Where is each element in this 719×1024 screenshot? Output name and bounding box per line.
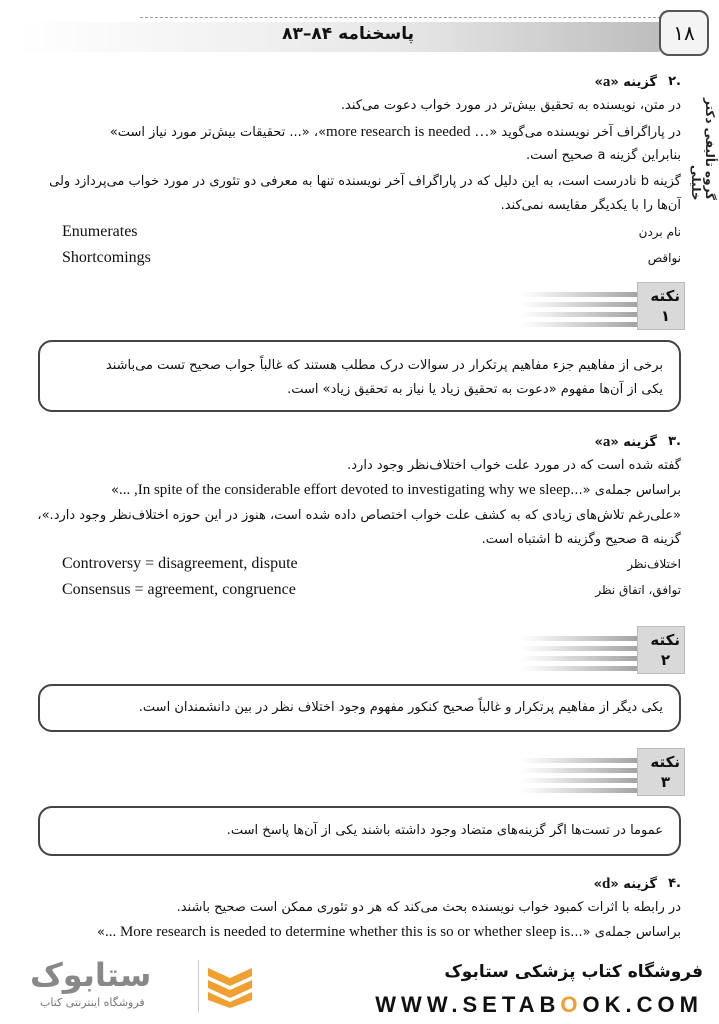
q3-head-prefix: گزینه « [610, 435, 657, 450]
url-part: OK.COM [582, 992, 703, 1017]
bar [519, 292, 649, 297]
bar [519, 656, 649, 661]
note-2-text-1: یکی دیگر از مفاهیم پرتکرار و غالباً صحیح کنکور مفهوم وجود اختلاف نظر در بین دانشمندان است. [138, 700, 663, 715]
note-3-bars [519, 758, 649, 798]
note-2-tab [505, 626, 685, 678]
setabook-logo-icon [204, 964, 256, 1008]
bar [519, 666, 649, 671]
note-label: نکته [650, 287, 680, 305]
q3-line-2-en: In spite of the considerable effort devoted to investigating why we sleep, ... [118, 482, 571, 498]
page-title: پاسخنامه ۸۴–۸۳ [282, 24, 414, 44]
bar [519, 788, 649, 793]
footer-banner [0, 948, 719, 1024]
q2-line-5: آن‌ها را با یکدیگر مقایسه نمی‌کند. [500, 198, 681, 213]
q2-number: .۲ [668, 74, 681, 89]
bar [519, 768, 649, 773]
note-label: نکته [650, 753, 680, 771]
q2-line-2 [48, 122, 681, 143]
note-1-tab [505, 282, 685, 334]
q2-head-prefix: گزینه « [610, 75, 657, 90]
vocab-en: Consensus = agreement, congruence [62, 581, 296, 598]
vocab-en: Enumerates [62, 223, 138, 240]
note-2-badge [637, 626, 685, 674]
page-header [0, 0, 719, 62]
q3-option: a [602, 434, 611, 450]
q2-line-2-fa-a: در پاراگراف آخر نویسنده می‌گوید « [489, 125, 681, 140]
footer-url[interactable] [375, 992, 703, 1018]
note-2-bars [519, 636, 649, 676]
q2-head-suffix: » [594, 75, 603, 90]
bar [519, 302, 649, 307]
q2-line-3: بنابراین گزینه a صحیح است. [526, 148, 681, 163]
bar [519, 646, 649, 651]
note-label: نکته [650, 631, 680, 649]
note-2-box [38, 684, 681, 732]
note-3-badge [637, 748, 685, 796]
note-3-tab [505, 748, 685, 800]
q4-head-prefix: گزینه « [610, 877, 657, 892]
side-label: گروه تألیفی دکتر خلیلی [689, 97, 717, 200]
note-1-box [38, 340, 681, 412]
bar [519, 312, 649, 317]
vocab-en: Controversy = disagreement, dispute [62, 555, 298, 572]
footer-logo-subtitle: فروشگاه اینترنتی کتاب [40, 996, 145, 1009]
q3-line-2 [48, 480, 681, 501]
q3-line-3: «علی‌رغم تلاش‌های زیادی که به کشف علت خواب اختصاص داده شده است، هنوز در این حوزه اختلاف‌نظر وجود دارد.»، [37, 508, 681, 523]
header-dashed-rule [140, 17, 661, 18]
note-1-bars [519, 292, 649, 332]
q2-line-1: در متن، نویسنده به تحقیق بیش‌تر در مورد خواب دعوت می‌کند. [340, 98, 681, 113]
q4-line-2-en: More research is needed to determine whether this is so or whether sleep is ... [104, 924, 571, 940]
q2-line-4: گزینه b نادرست است، به این دلیل که در پاراگراف آخر نویسنده تنها به معرفی دو تئوری در مورد خواب می‌پردازد ولی [49, 174, 681, 189]
q4-head-suffix: » [593, 877, 602, 892]
q2-line-2-fa-b: »، «... تحقیقات بیش‌تر مورد نیاز است» [109, 125, 327, 140]
url-part: WWW.SETAB [375, 992, 561, 1017]
url-part-accent: O [560, 992, 583, 1017]
bar [519, 758, 649, 763]
q2-line-2-en: … more research is needed [326, 124, 490, 140]
vocab-fa: اختلاف‌نظر [627, 557, 681, 571]
page-number: ۱۸ [659, 10, 709, 56]
note-3-text-1: عموما در تست‌ها اگر گزینه‌های متضاد وجود داشته باشند یکی از آن‌ها پاسخ است. [226, 823, 663, 838]
note-3-box [38, 806, 681, 856]
note-1-text-2: یکی از آن‌ها مفهوم «دعوت به تحقیق زیاد یا نیاز به تحقیق زیاد» است. [287, 382, 663, 397]
footer-divider [198, 960, 199, 1012]
q2-option: a [602, 74, 611, 90]
q3-heading [48, 432, 681, 453]
q3-line-4: گزینه a صحیح وگزینه b اشتباه است. [481, 532, 681, 547]
vocab-fa: توافق، اتفاق نظر [595, 583, 681, 597]
q4-option: d [602, 876, 611, 892]
q4-line-2 [34, 922, 681, 943]
vocab-fa: نام بردن [638, 225, 681, 239]
note-number: ۱ [660, 307, 670, 325]
q3-number: .۳ [668, 434, 681, 449]
q2-heading [48, 72, 681, 93]
q3-line-2-fa: براساس جمله‌ی «... [570, 483, 681, 498]
note-1-badge [637, 282, 685, 330]
footer-logo-text: ستابوک [30, 956, 152, 994]
q4-line-1: در رابطه با اثرات کمبود خواب نویسنده بحث می‌کند که هر دو تئوری ممکن است صحیح باشند. [176, 900, 681, 915]
footer-store-name: فروشگاه کتاب پزشکی ستابوک [444, 962, 703, 982]
note-number: ۲ [660, 651, 670, 669]
q4-line-2-end: » [97, 925, 105, 940]
bar [519, 322, 649, 327]
note-1-text-1: برخی از مفاهیم جزء مفاهیم پرتکرار در سوالات درک مطلب هستند که غالباً جواب صحیح تست می‌باشند [105, 358, 663, 373]
vocab-en: Shortcomings [62, 249, 151, 266]
q4-number: .۴ [668, 876, 681, 891]
q3-head-suffix: » [594, 435, 603, 450]
q3-line-2-end: » [111, 483, 119, 498]
note-number: ۳ [660, 773, 670, 791]
q3-line-1: گفته شده است که در مورد علت خواب اختلاف‌نظر وجود دارد. [347, 458, 681, 473]
vocab-fa: نواقص [647, 251, 681, 265]
q4-line-2-fa: براساس جمله‌ی «... [570, 925, 681, 940]
bar [519, 778, 649, 783]
bar [519, 636, 649, 641]
q4-heading [48, 874, 681, 895]
